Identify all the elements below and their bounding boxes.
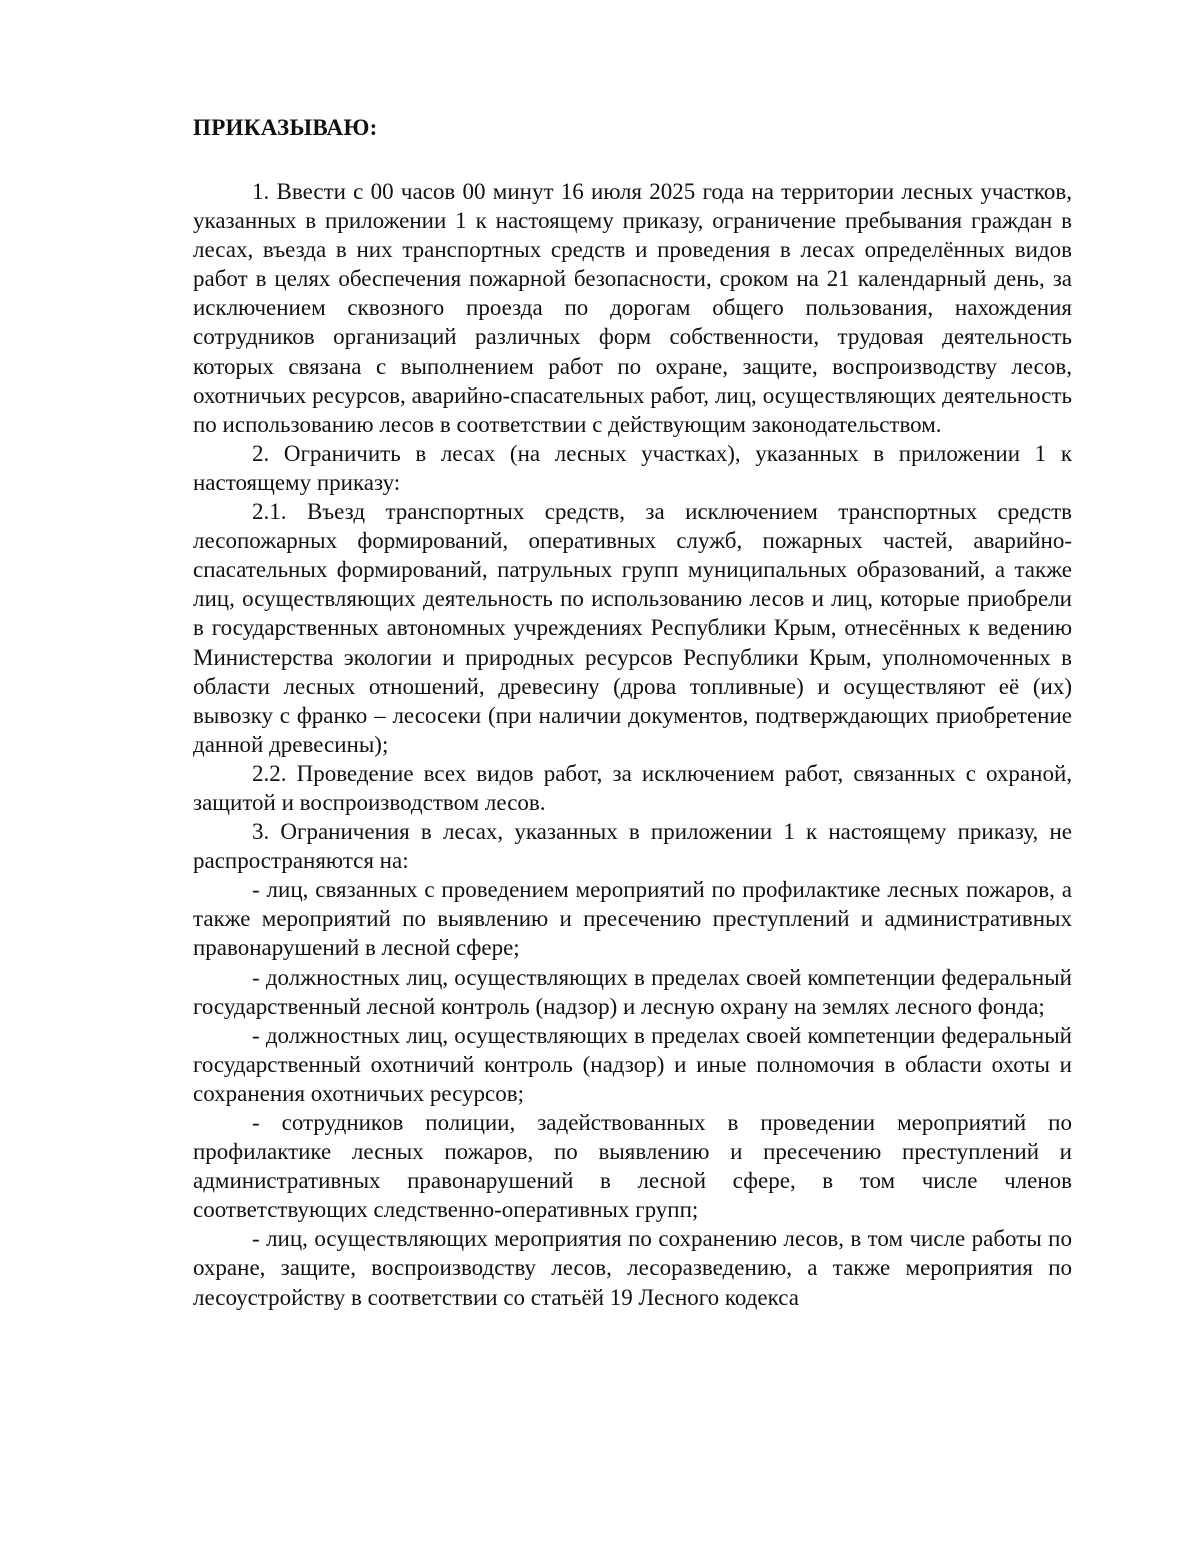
exception-list-item: - должностных лиц, осуществляющих в пределах своей компетенции федеральный государственный лесной контроль (надзор) и лесную охрану на землях лесного фонда; [193,964,1072,1019]
exception-list-item: - лиц, осуществляющих мероприятия по сохранению лесов, в том числе работы по охране, защите, воспроизводству лесов, лесоразведению, а также мероприятия по лесоустройству в соответствии со статьёй 19 Лесного кодекса [193,1226,1072,1310]
paragraph-item-1: 1. Ввести с 00 часов 00 минут 16 июля 2025 года на территории лесных участков, указанных в приложении 1 к настоящему приказу, ограничение пребывания граждан в лесах, въезда в них транспортных средств и проведения в лесах определённых видов работ в целях обеспечения пожарной безопасности, сроком на 21 календарный день, за исключением сквозного проезда по дорогам общего пользования, нахождения сотрудников организаций различных форм собственности, трудовая деятельность которых связана с выполнением работ по охране, защите, воспроизводству лесов, охотничьих ресурсов, аварийно-спасательных работ, лиц, осуществляющих деятельность по использованию лесов в соответствии с действующим законодательством. [193,179,1072,437]
exception-list-item: - сотрудников полиции, задействованных в проведении мероприятий по профилактике лесных пожаров, по выявлению и пресечению преступлений и административных правонарушений в лесной сфере, в том числе членов соответствующих следственно-оперативных групп; [193,1110,1072,1223]
exception-list-item: - лиц, связанных с проведением мероприятий по профилактике лесных пожаров, а также мероприятий по выявлению и пресечению преступлений и административных правонарушений в лесной сфере; [193,877,1072,961]
paragraph-item-2-1: 2.1. Въезд транспортных средств, за исключением транспортных средств лесопожарных формирований, оперативных служб, пожарных частей, аварийно-спасательных формирований, патрульных групп муниципальных образований, а также лиц, осуществляющих деятельность по использованию лесов и лиц, которые приобрели в государственных автономных учреждениях Республики Крым, отнесённых к ведению Министерства экологии и природных ресурсов Республики Крым, уполномоченных в области лесных отношений, древесину (дрова топливные) и осуществляют её (их) вывозку с франко – лесосеки (при наличии документов, подтверждающих приобретение данной древесины); [193,499,1072,757]
document-heading: ПРИКАЗЫВАЮ: [193,115,378,140]
paragraph-item-3: 3. Ограничения в лесах, указанных в приложении 1 к настоящему приказу, не распространяются на: [193,819,1072,874]
exception-list-item: - должностных лиц, осуществляющих в пределах своей компетенции федеральный государственный охотничий контроль (надзор) и иные полномочия в области охоты и сохранения охотничьих ресурсов; [193,1022,1072,1106]
paragraph-item-2-2: 2.2. Проведение всех видов работ, за исключением работ, связанных с охраной, защитой и воспроизводством лесов. [193,760,1072,815]
paragraph-item-2: 2. Ограничить в лесах (на лесных участках), указанных в приложении 1 к настоящему приказу: [193,440,1072,495]
document-body [193,177,1072,1312]
